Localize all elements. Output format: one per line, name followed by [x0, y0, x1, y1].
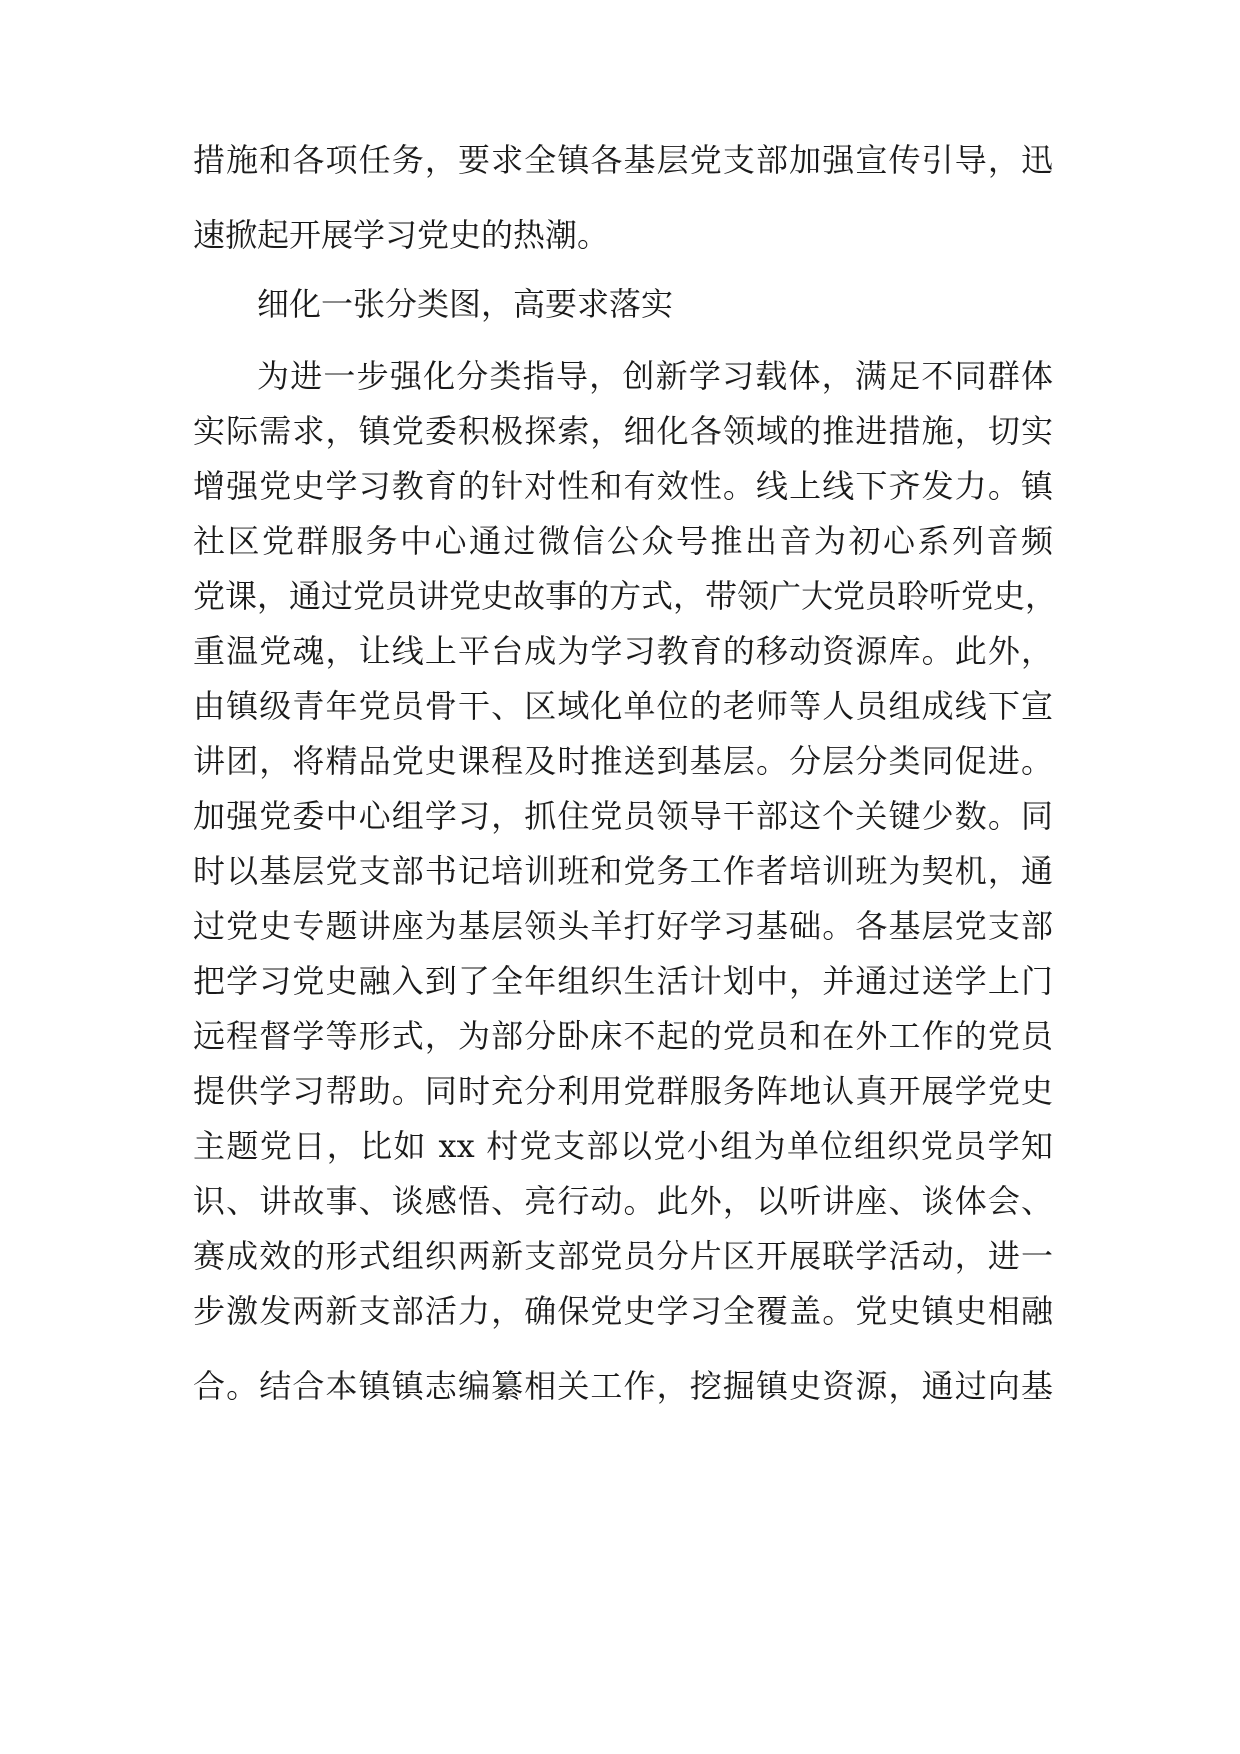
body-line: 重温党魂，让线上平台成为学习教育的移动资源库。此外， [193, 632, 1053, 670]
body-line: 识、讲故事、谈感悟、亮行动。此外，以听讲座、谈体会、 [193, 1182, 1053, 1220]
body-line: 合。结合本镇镇志编纂相关工作，挖掘镇史资源，通过向基 [193, 1367, 1053, 1405]
body-line: 为进一步强化分类指导，创新学习载体，满足不同群体 [257, 357, 1053, 395]
body-line: 主题党日，比如 xx 村党支部以党小组为单位组织党员学知 [193, 1127, 1053, 1165]
intro-line-1: 措施和各项任务，要求全镇各基层党支部加强宣传引导，迅 [193, 141, 1053, 179]
body-line: 由镇级青年党员骨干、区域化单位的老师等人员组成线下宣 [193, 687, 1053, 725]
body-line: 社区党群服务中心通过微信公众号推出音为初心系列音频 [193, 522, 1053, 560]
intro-line-2: 速掀起开展学习党史的热潮。 [193, 216, 610, 254]
body-line: 加强党委中心组学习，抓住党员领导干部这个关键少数。同 [193, 797, 1053, 835]
body-line: 过党史专题讲座为基层领头羊打好学习基础。各基层党支部 [193, 907, 1053, 945]
body-line: 把学习党史融入到了全年组织生活计划中，并通过送学上门 [193, 962, 1053, 1000]
body-line: 党课，通过党员讲党史故事的方式，带领广大党员聆听党史， [193, 577, 1058, 615]
body-line: 增强党史学习教育的针对性和有效性。线上线下齐发力。镇 [193, 467, 1053, 505]
body-line: 赛成效的形式组织两新支部党员分片区开展联学活动，进一 [193, 1237, 1053, 1275]
body-line: 实际需求，镇党委积极探索，细化各领域的推进措施，切实 [193, 412, 1053, 450]
body-line: 远程督学等形式，为部分卧床不起的党员和在外工作的党员 [193, 1017, 1053, 1055]
body-line: 时以基层党支部书记培训班和党务工作者培训班为契机，通 [193, 852, 1053, 890]
body-line: 提供学习帮助。同时充分利用党群服务阵地认真开展学党史 [193, 1072, 1053, 1110]
body-line: 讲团，将精品党史课程及时推送到基层。分层分类同促进。 [193, 742, 1053, 780]
body-line: 步激发两新支部活力，确保党史学习全覆盖。党史镇史相融 [193, 1292, 1053, 1330]
section-heading: 细化一张分类图，高要求落实 [257, 285, 674, 323]
